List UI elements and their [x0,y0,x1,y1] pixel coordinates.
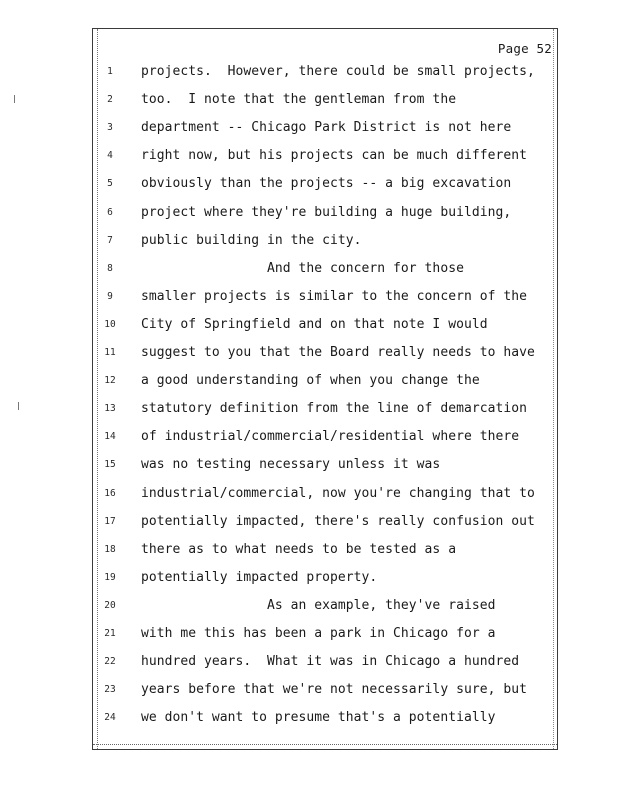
transcript-line-text: As an example, they've raised [141,597,496,613]
transcript-line-text: obviously than the projects -- a big excavation [141,176,512,192]
line-number: 22 [104,656,116,668]
transcript-line-text: industrial/commercial, now you're changing that to [141,485,535,501]
line-number: 19 [104,571,116,583]
transcript-line-text: statutory definition from the line of demarcation [141,401,527,417]
transcript-line-text: public building in the city. [141,232,362,248]
transcript-line-text: potentially impacted, there's really confusion out [141,513,535,529]
line-number: 4 [107,150,113,162]
line-number: 1 [107,66,113,77]
transcript-line-text: City of Springfield and on that note I would [141,316,488,332]
line-number: 7 [107,234,113,246]
line-number: 10 [104,318,116,330]
line-number: 24 [104,712,116,724]
line-number: 21 [104,628,116,639]
transcript-line-text: smaller projects is similar to the concern of the [141,288,527,304]
transcript-line-text: too. I note that the gentleman from the [141,92,457,108]
transcript-line-text: project where they're building a huge building, [141,204,512,220]
transcript-line-text: And the concern for those [141,260,464,276]
transcript-line-text: with me this has been a park in Chicago for a [141,626,496,641]
line-number: 2 [107,94,113,106]
transcript-line-text: hundred years. What it was in Chicago a hundred [141,654,520,670]
line-number: 14 [104,431,116,443]
line-number: 18 [104,543,116,555]
transcript-line-text: projects. However, there could be small projects, [141,64,535,79]
transcript-line-text: potentially impacted property. [141,569,378,585]
transcript-line-text: department -- Chicago Park District is not here [141,120,512,136]
transcript-page-frame [92,28,558,750]
line-number: 12 [104,375,116,387]
transcript-line-text: suggest to you that the Board really needs to have [141,345,535,360]
line-number: 13 [104,403,116,415]
line-number: 9 [107,290,113,302]
transcript-line-text: right now, but his projects can be much different [141,148,527,164]
line-number: 3 [107,122,113,134]
line-number: 11 [104,347,116,358]
transcript-line-text: years before that we're not necessarily sure, but [141,682,527,698]
scan-margin-mark [14,95,15,103]
scan-margin-mark [18,402,19,410]
line-number: 8 [107,262,113,274]
transcript-line-text: was no testing necessary unless it was [141,457,441,473]
frame-inner-left-rule [97,29,98,749]
line-number: 20 [104,599,116,611]
transcript-line-text: we don't want to presume that's a potentially [141,710,496,726]
line-number: 6 [107,206,113,218]
frame-inner-right-rule [553,29,554,749]
line-number: 5 [107,178,113,190]
frame-inner-bottom-rule [93,744,557,745]
line-number: 16 [104,487,116,499]
page-number: Page 52 [497,41,552,56]
transcript-line-text: of industrial/commercial/residential where there [141,429,520,445]
transcript-line-text: a good understanding of when you change the [141,373,480,389]
line-number: 17 [104,515,116,527]
transcript-line-text: there as to what needs to be tested as a [141,541,457,557]
line-number: 23 [104,684,116,696]
line-number: 15 [104,459,116,471]
